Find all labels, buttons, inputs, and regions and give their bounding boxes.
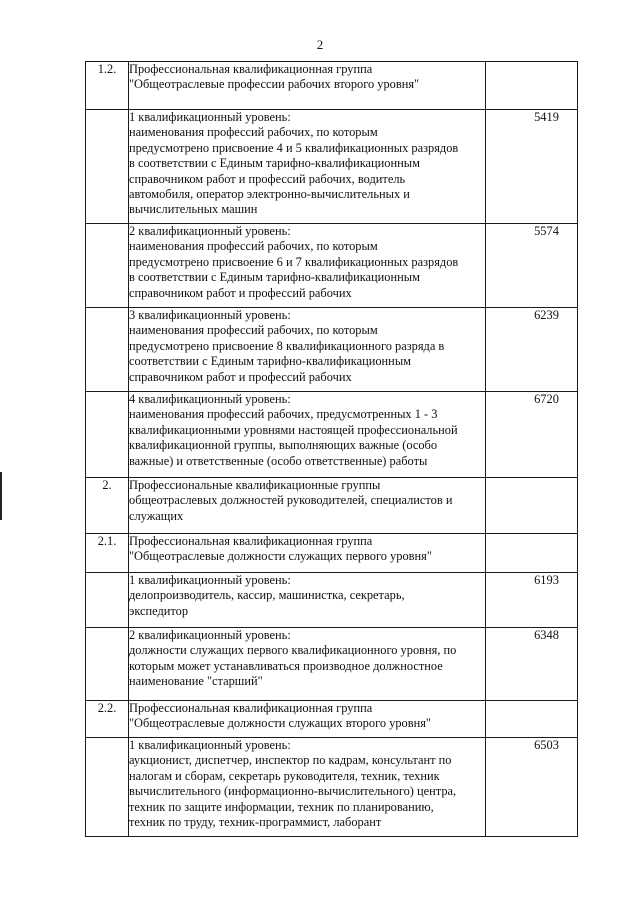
table-row <box>86 534 578 573</box>
row-number: 2.1. <box>86 534 129 573</box>
description-line: в соответствии с Единым тарифно-квалификационным <box>129 156 420 171</box>
row-salary-value <box>486 110 578 224</box>
salary-amount: 6239 <box>534 308 559 322</box>
description-line: должности служащих первого квалификационного уровня, по <box>129 643 457 658</box>
table-row <box>86 628 578 701</box>
description-line: вычислительного (информационно-вычислительного) центра, <box>129 784 457 799</box>
row-number: 1.2. <box>86 62 129 110</box>
description-line: Профессиональная квалификационная группа <box>129 62 373 76</box>
table-row <box>86 224 578 308</box>
description-line: соответствии с Единым тарифно-квалификационным <box>129 354 411 369</box>
description-line: Профессиональные квалификационные группы <box>129 478 381 492</box>
row-number <box>86 573 129 628</box>
page-number: 2 <box>316 37 324 52</box>
scan-edge-mark <box>0 472 2 520</box>
row-salary-value <box>486 628 578 701</box>
table-body <box>86 62 578 837</box>
description-line: делопроизводитель, кассир, машинистка, секретарь, <box>129 588 405 603</box>
row-salary-value <box>486 224 578 308</box>
description-line: наименования профессий рабочих, по которым <box>129 323 378 338</box>
row-salary-value <box>486 573 578 628</box>
row-description <box>129 224 486 308</box>
description-line: "Общеотраслевые профессии рабочих второго уровня" <box>129 77 420 92</box>
row-description <box>129 628 486 701</box>
description-line: важные) и ответственные (особо ответственные) работы <box>129 453 428 468</box>
row-description <box>129 62 486 110</box>
row-number: 2. <box>86 478 129 534</box>
description-line: техник по защите информации, техник по планированию, <box>129 799 434 814</box>
description-line: которым может устанавливаться производное должностное <box>129 658 443 673</box>
description-line: экспедитор <box>129 603 189 618</box>
row-salary-value <box>486 534 578 573</box>
salary-amount: 6193 <box>534 573 559 587</box>
description-line: предусмотрено присвоение 6 и 7 квалификационных разрядов <box>129 254 459 269</box>
row-description <box>129 478 486 534</box>
description-line: квалификационной группы, выполняющих важные (особо <box>129 438 438 453</box>
row-description <box>129 701 486 738</box>
description-line: Профессиональная квалификационная группа <box>129 701 373 715</box>
description-line: предусмотрено присвоение 8 квалификационного разряда в <box>129 338 445 353</box>
row-salary-value <box>486 478 578 534</box>
description-line: аукционист, диспетчер, инспектор по кадрам, консультант по <box>129 753 452 768</box>
description-line: "Общеотраслевые должности служащих первого уровня" <box>129 549 432 564</box>
description-line: квалификационными уровнями настоящей профессиональной <box>129 422 458 437</box>
row-description <box>129 308 486 392</box>
row-description <box>129 110 486 224</box>
salary-amount: 5574 <box>534 224 559 238</box>
row-number <box>86 110 129 224</box>
description-line: налогам и сборам, секретарь руководителя, техник, техник <box>129 768 440 783</box>
description-line: 1 квалификационный уровень: <box>129 738 291 752</box>
description-line: справочником работ и профессий рабочих <box>129 369 352 384</box>
row-number <box>86 738 129 837</box>
row-number <box>86 628 129 701</box>
table-row <box>86 392 578 478</box>
description-line: 1 квалификационный уровень: <box>129 573 291 587</box>
table-row <box>86 478 578 534</box>
row-number <box>86 224 129 308</box>
description-line: 3 квалификационный уровень: <box>129 308 291 322</box>
table-row <box>86 62 578 110</box>
row-salary-value <box>486 701 578 738</box>
description-line: Профессиональная квалификационная группа <box>129 534 373 548</box>
description-line: 2 квалификационный уровень: <box>129 628 291 642</box>
description-line: наименования профессий рабочих, предусмотренных 1 - 3 <box>129 407 438 422</box>
row-salary-value <box>486 62 578 110</box>
table-row <box>86 701 578 738</box>
salary-amount: 5419 <box>534 110 559 124</box>
table-row <box>86 308 578 392</box>
row-number: 2.2. <box>86 701 129 738</box>
description-line: вычислительных машин <box>129 202 258 217</box>
row-description <box>129 573 486 628</box>
row-number <box>86 392 129 478</box>
row-salary-value <box>486 738 578 837</box>
description-line: справочником работ и профессий рабочих <box>129 285 352 300</box>
salary-amount: 6348 <box>534 628 559 642</box>
description-line: служащих <box>129 508 184 523</box>
description-line: наименования профессий рабочих, по которым <box>129 125 378 140</box>
description-line: общеотраслевых должностей руководителей, специалистов и <box>129 493 453 508</box>
description-line: автомобиля, оператор электронно-вычислительных и <box>129 187 410 202</box>
description-line: наименования профессий рабочих, по которым <box>129 239 378 254</box>
row-description <box>129 738 486 837</box>
description-line: 1 квалификационный уровень: <box>129 110 291 124</box>
row-description <box>129 534 486 573</box>
description-line: наименование "старший" <box>129 674 263 689</box>
row-salary-value <box>486 392 578 478</box>
salary-amount: 6720 <box>534 392 559 406</box>
row-salary-value <box>486 308 578 392</box>
table-row <box>86 110 578 224</box>
table-row <box>86 573 578 628</box>
row-number <box>86 308 129 392</box>
salary-table <box>85 61 578 837</box>
row-description <box>129 392 486 478</box>
salary-amount: 6503 <box>534 738 559 752</box>
description-line: 2 квалификационный уровень: <box>129 224 291 238</box>
description-line: 4 квалификационный уровень: <box>129 392 291 406</box>
table-row <box>86 738 578 837</box>
description-line: "Общеотраслевые должности служащих второго уровня" <box>129 716 431 731</box>
description-line: справочником работ и профессий рабочих, водитель <box>129 171 406 186</box>
description-line: в соответствии с Единым тарифно-квалификационным <box>129 270 420 285</box>
description-line: техник по труду, техник-программист, лаборант <box>129 815 382 830</box>
description-line: предусмотрено присвоение 4 и 5 квалификационных разрядов <box>129 140 459 155</box>
